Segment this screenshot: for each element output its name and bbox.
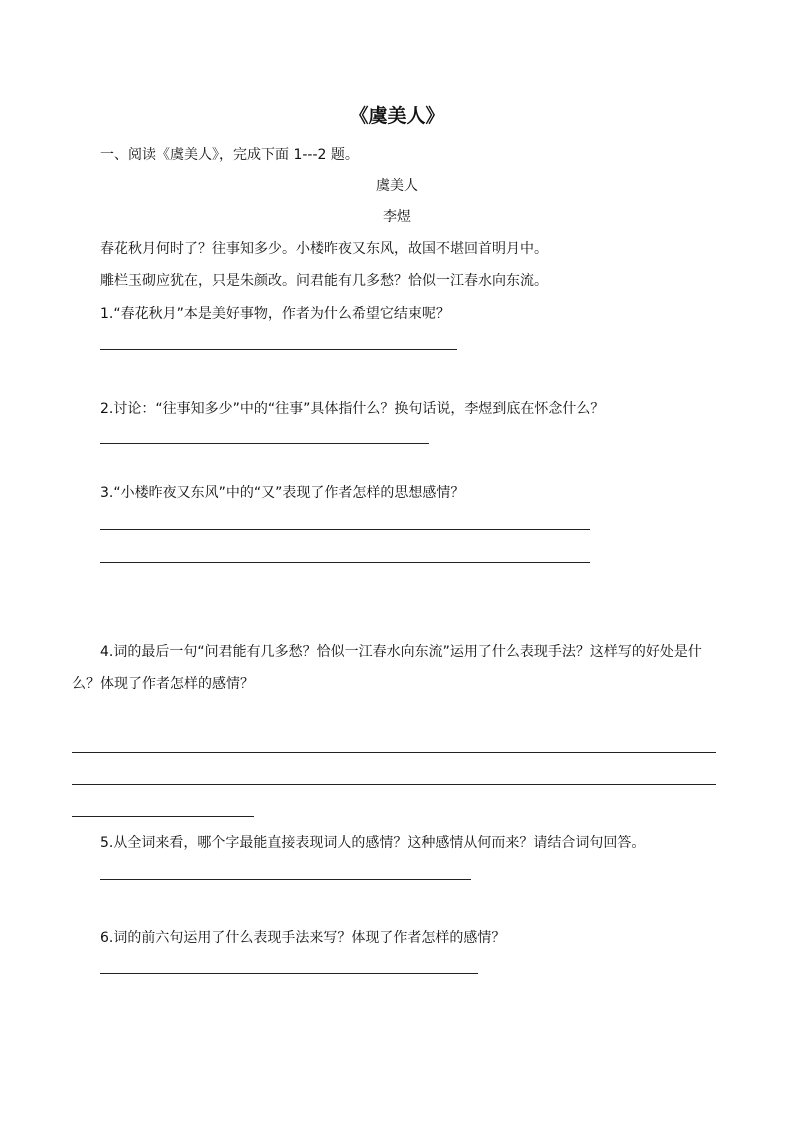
question-2: 2.讨论：“往事知多少”中的“往事”具体指什么？换句话说，李煜到底在怀念什么？ <box>100 401 605 417</box>
poem-line-1: 春花秋月何时了？往事知多少。小楼昨夜又东风，故国不堪回首明月中。 <box>100 241 548 257</box>
answer-line[interactable] <box>100 529 590 530</box>
question-4: 4.词的最后一句“问君能有几多愁？恰似一江春水向东流”运用了什么表现手法？这样写的好处是什 <box>100 644 702 660</box>
reading-instruction: 一、阅读《虞美人》，完成下面 1---2 题。 <box>100 147 359 163</box>
question-3: 3.“小楼昨夜又东风”中的“又”表现了作者怎样的思想感情？ <box>100 485 465 501</box>
question-1: 1.“春花秋月”本是美好事物，作者为什么希望它结束呢？ <box>100 306 450 322</box>
answer-line[interactable] <box>100 562 590 563</box>
answer-line[interactable] <box>72 784 716 785</box>
question-4-continued: 么？体现了作者怎样的感情？ <box>72 676 254 692</box>
answer-line[interactable] <box>100 349 457 350</box>
poem-title: 虞美人 <box>376 178 418 194</box>
answer-line[interactable] <box>100 973 478 974</box>
page-title: 《虞美人》 <box>349 105 445 127</box>
answer-line[interactable] <box>100 443 429 444</box>
answer-line[interactable] <box>72 752 716 753</box>
poem-line-2: 雕栏玉砌应犹在，只是朱颜改。问君能有几多愁？恰似一江春水向东流。 <box>100 273 548 289</box>
question-6: 6.词的前六句运用了什么表现手法来写？体现了作者怎样的感情？ <box>100 930 506 946</box>
answer-line[interactable] <box>72 816 254 817</box>
answer-line[interactable] <box>100 879 471 880</box>
poem-author: 李煜 <box>383 209 411 225</box>
question-5: 5.从全词来看，哪个字最能直接表现词人的感情？这种感情从何而来？请结合词句回答。 <box>100 835 646 851</box>
